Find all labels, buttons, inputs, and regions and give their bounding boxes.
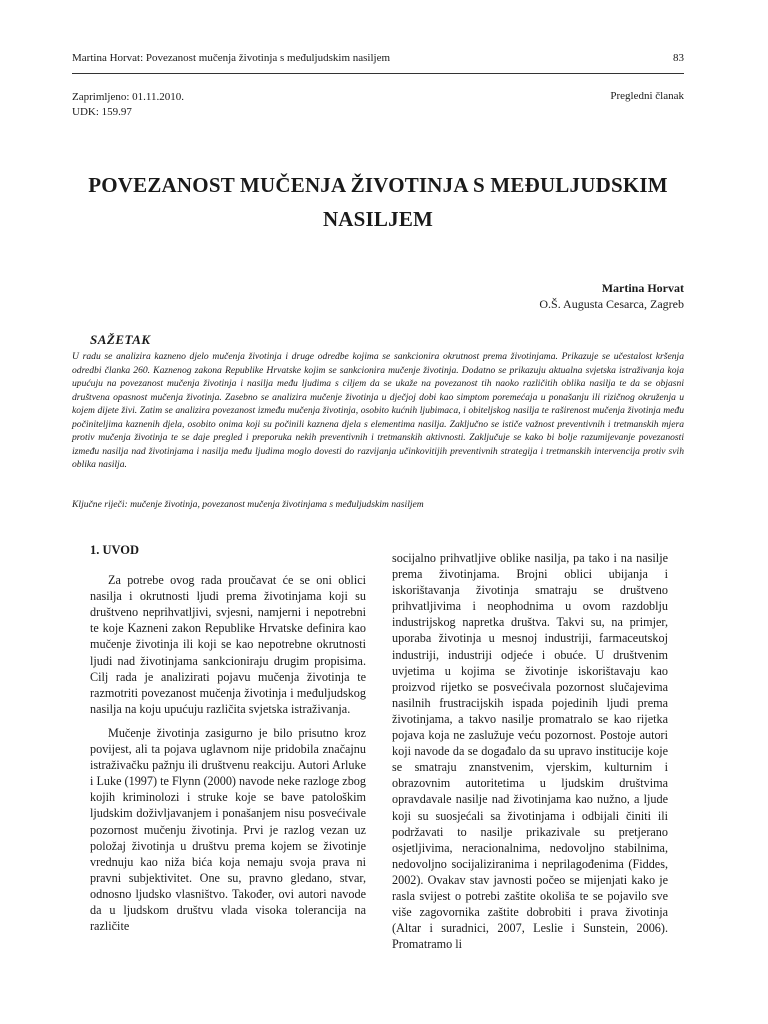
article-type: Pregledni članak <box>610 90 684 102</box>
page-number: 83 <box>673 52 684 64</box>
left-column <box>90 542 366 942</box>
author-block <box>539 280 684 312</box>
abstract-text: U radu se analizira kazneno djelo mučenja životinja i druge odredbe kojima se sankcionira okrutnost prema životinjama. Prikazuje se učestalost kršenja odredbi članka 260. Kaznenog zakona Republike Hrvatske kojim se sankcionira mučenje životinja. Dodatno se prikazuju aktualna svjetska istraživanja koja upućuju na povezanost mučenja životinja i nasilja među ljudima s ciljem da se ukaže na povezanost tih naoko različitih oblika nasilja te da se objasni društvena opasnost mučenja životinja. Zasebno se analizira mučenje životinja u dječjoj dobi kao simptom poremećaja u ponašanju ili rizičnog okruženja u kojem dijete živi. Zatim se analizira povezanost između mučenja životinja, osobito kućnih ljubimaca, i obiteljskog nasilja te raširenost mučenja životinja među počiniteljima kaznenih djela, osobito onima koji su počinili kaznena djela s elementima nasilja. Zaključno se ističe važnost preventivnih i tretmanskih mjera protiv mučenja životinja te se daje pregled i preporuka nekih preventivnih i tretmanskih aktivnosti. Zaključuje se kako bi bolje razumijevanje povezanosti između nasilja nad životinjama i nasilja među ljudima moglo dovesti do razvijanja učinkovitijih preventivnih strategija i tretmanskih intervencija protiv svih oblika nasilja. <box>72 351 684 470</box>
udk-code: UDK: 159.97 <box>72 106 132 118</box>
article-title: POVEZANOST MUČENJA ŽIVOTINJA S MEĐULJUDSKIM NASILJEM <box>88 173 668 231</box>
author-name: Martina Horvat <box>601 281 684 295</box>
paragraph: Za potrebe ovog rada proučavat će se oni oblici nasilja i okrutnosti ljudi prema životinjama koji su društveno neprihvatljivi, svjesni, namjerni i nepotrebni te koje Kazneni zakon Republike Hrvatske definira kao mučenje životinja ili koji se kao nepotrebne okrutnosti ljudi nad životinjama sankcioniraju drugim propisima. Cilj rada je analizirati pojavu mučenja životinja te razmotriti povezanost mučenja životinja i međuljudskog nasilja na koju upućuju različita svjetska istraživanja. <box>90 573 366 716</box>
right-column <box>392 550 668 960</box>
paragraph: Mučenje životinja zasigurno je bilo prisutno kroz povijest, ali ta pojava uglavnom nije pridobila značajnu istraživačku pažnju ili društvenu reakciju. Autori Arluke i Luke (1997) te Flynn (2000) navode neke razloge zbog kojih kriminolozi i struke koje se bave patološkim ljudskim doživljavanjem i ponašanjem nisu posvećivale pozornost mučenju životinja. Prvi je razlog vezan uz položaj životinja u društvu prema kojem se životinje vrednuju kao niža bića koja nemaju svoja prava ni pravni subjektivitet. One su, pravno gledano, stvar, odnosno ljudsko vlasništvo. Također, ovi autori navode da u ljudskom društvu vlada visoka tolerancija na različite <box>90 725 366 934</box>
article-meta <box>72 90 184 120</box>
received-date: Zaprimljeno: 01.11.2010. <box>72 91 185 103</box>
keywords: Ključne riječi: mučenje životinja, povezanost mučenja životinjama s međuljudskim nasiljem <box>72 499 424 510</box>
author-affiliation: O.Š. Augusta Cesarca, Zagreb <box>539 297 684 311</box>
section-title: 1. UVOD <box>90 543 140 557</box>
abstract-heading: SAŽETAK <box>90 332 151 347</box>
paragraph: socijalno prihvatljive oblike nasilja, pa tako i na nasilje prema životinjama. Brojni oblici ubijanja i iskorištavanja životinja smatraju se društveno prihvatljivima i neophodnima u ovom razdoblju industrijskog napretka društva. Takvi su, na primjer, uporaba životinja u mesnoj industriji, farmaceutskoj industriji, industriji odjeće i obuće. U društvenim uvjetima u kojima se životinje iskorištavaju kao proizvod rijetko se posvećivala pozornost slučajevima nasilnih frustracijskih ispada pojedinih ljudi prema životinjama, a takvo nasilje promatralo se kao rijetka pojava koja ne zaslužuje veću pozornost. Postoje autori koji navode da se događalo da su upravo institucije koje se smatraju znanstvenim, vjerskim, kulturnim i obrazovnim autoritetima u ljudskim društvima opravdavale nasilje nad životinjama kao nužno, a ljude koji su suosjećali sa životinjama i odbijali činiti ili podržavati to nasilje prikazivale su pretjerano osjetljivima, neracionalnima, nedovoljno stabilnima, nedovoljno socijaliziranima i neprilagođenima (Fiddes, 2002). Ovakav stav javnosti počeo se mijenjati kako je rasla svijest o potrebi zaštite okoliša te se pojavilo sve više zagovornika zaštite dobrobiti i prava životinja (Altar i suradnici, 2007, Leslie i Sunstein, 2006). Promatramo li <box>392 551 668 952</box>
running-title: Martina Horvat: Povezanost mučenja životinja s međuljudskim nasiljem <box>72 52 391 64</box>
running-header <box>72 52 684 74</box>
